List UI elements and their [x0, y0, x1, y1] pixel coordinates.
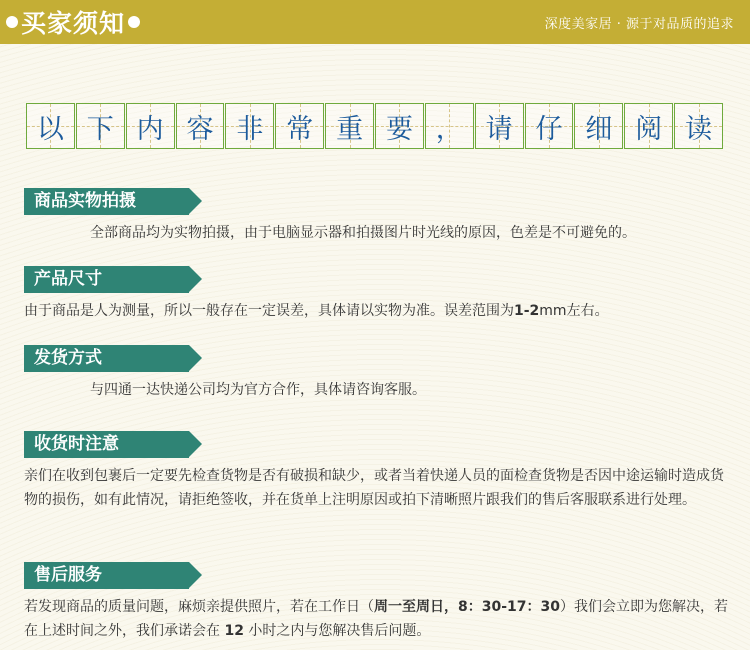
banner-char: 请	[485, 113, 513, 145]
banner-char: 要	[385, 113, 413, 145]
text-highlight: 周一至周日，8：30-17：30	[374, 599, 560, 615]
banner-char: 细	[585, 113, 613, 145]
section-heading: 商品实物拍摄	[24, 188, 189, 215]
banner-char: 内	[136, 113, 164, 145]
banner-cell	[375, 103, 424, 149]
banner-cell	[275, 103, 324, 149]
section-size	[24, 266, 728, 323]
header-bar	[0, 0, 750, 44]
notice-banner	[26, 103, 724, 149]
section-text	[24, 595, 728, 643]
text-part: ）我们会立即为您解决，若在上述时间之外，我们承诺会在	[24, 599, 728, 639]
banner-char: 非	[236, 113, 264, 145]
text-highlight: 12	[224, 623, 244, 639]
text-part: mm左右。	[539, 303, 609, 319]
banner-char: 以	[36, 113, 64, 145]
banner-char: 下	[86, 113, 114, 145]
text-highlight: 1-2	[514, 303, 540, 319]
bullet-dot-icon	[6, 16, 18, 28]
banner-cell	[176, 103, 225, 149]
section-heading: 产品尺寸	[24, 266, 189, 293]
text-part: 若发现商品的质量问题，麻烦亲提供照片，若在工作日（	[24, 599, 374, 615]
banner-char: 阅	[635, 113, 663, 145]
section-text: 亲们在收到包裹后一定要先检查货物是否有破损和缺少，或者当着快递人员的面检查货物是否因中途运输时造成货物的损伤，如有此情况，请拒绝签收，并在货单上注明原因或拍下清晰照片跟我们的售后客服联系进行处理。	[24, 468, 724, 508]
banner-cell	[225, 103, 274, 149]
section-shipping	[24, 345, 728, 402]
banner-char: 读	[685, 113, 713, 145]
section-receiving	[24, 431, 728, 512]
section-heading: 收货时注意	[24, 431, 189, 458]
banner-cell	[574, 103, 623, 149]
banner-cell	[26, 103, 75, 149]
section-text	[24, 299, 728, 323]
page-title: 买家须知	[21, 9, 126, 38]
banner-char: ，	[435, 113, 463, 145]
banner-cell	[76, 103, 125, 149]
bullet-dot-icon	[128, 16, 140, 28]
banner-cell	[126, 103, 175, 149]
banner-cell	[674, 103, 723, 149]
banner-char: 容	[186, 113, 214, 145]
header-title-group	[0, 4, 140, 40]
section-photography	[24, 188, 728, 245]
banner-cell	[325, 103, 374, 149]
banner-cell	[525, 103, 574, 149]
section-text: 与四通一达快递公司均为官方合作，具体请咨询客服。	[90, 382, 426, 398]
banner-char: 常	[286, 113, 314, 145]
text-part: 小时之内与您解决售后问题。	[243, 623, 431, 639]
banner-cell	[624, 103, 673, 149]
section-heading: 售后服务	[24, 562, 189, 589]
brand-slogan: 深度美家居 · 源于对品质的追求	[544, 16, 734, 32]
section-heading: 发货方式	[24, 345, 189, 372]
banner-cell	[475, 103, 524, 149]
banner-cell	[425, 103, 474, 149]
section-text: 全部商品均为实物拍摄，由于电脑显示器和拍摄图片时光线的原因，色差是不可避免的。	[90, 225, 636, 241]
banner-char: 仔	[535, 113, 563, 145]
banner-char: 重	[336, 113, 364, 145]
section-after-sales	[24, 562, 728, 643]
text-part: 由于商品是人为测量，所以一般存在一定误差，具体请以实物为准。误差范围为	[24, 303, 514, 319]
